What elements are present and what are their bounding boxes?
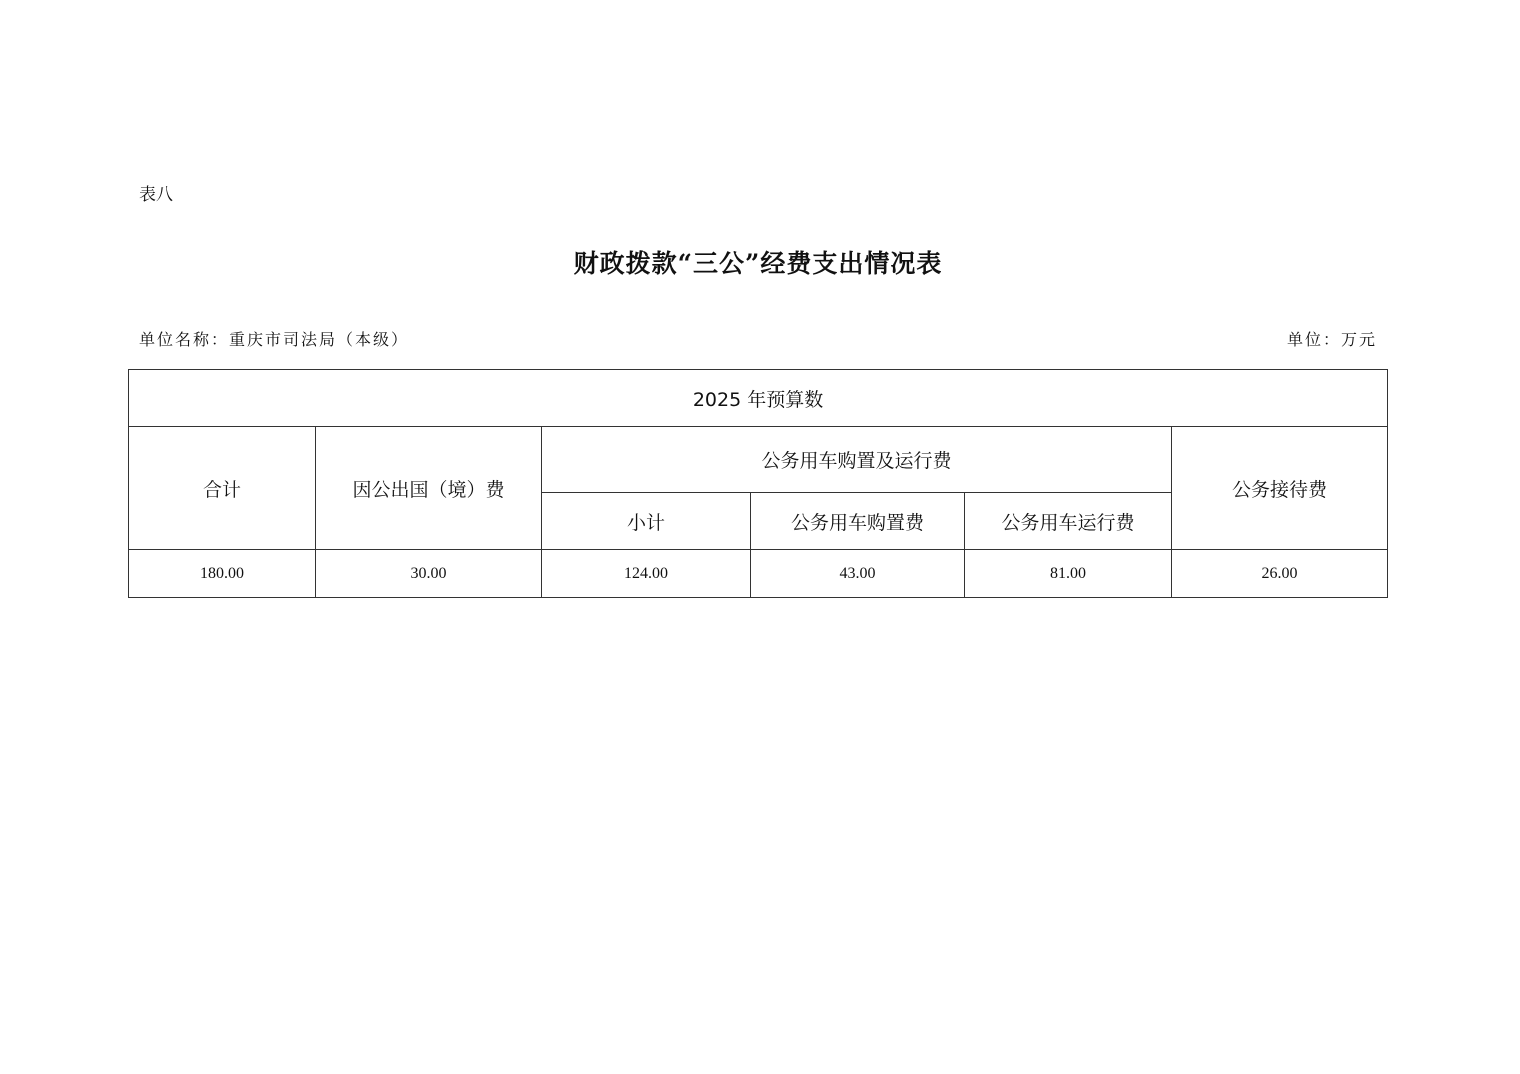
- value-vehicle-purchase: 43.00: [751, 550, 965, 598]
- value-total: 180.00: [129, 550, 316, 598]
- header-vehicle-subtotal: 小计: [542, 493, 751, 550]
- header-vehicle-group: 公务用车购置及运行费: [542, 427, 1172, 493]
- header-vehicle-operation: 公务用车运行费: [965, 493, 1172, 550]
- budget-year-header: 2025 年预算数: [129, 370, 1388, 427]
- table-header-row: [129, 370, 1388, 427]
- table-header-row: [129, 427, 1388, 493]
- unit-name: 单位名称：重庆市司法局（本级）: [139, 330, 410, 349]
- value-vehicle-subtotal: 124.00: [542, 550, 751, 598]
- value-vehicle-operation: 81.00: [965, 550, 1172, 598]
- header-vehicle-purchase: 公务用车购置费: [751, 493, 965, 550]
- currency-unit: 单位：万元: [1286, 330, 1377, 349]
- value-abroad: 30.00: [316, 550, 542, 598]
- header-reception: 公务接待费: [1172, 427, 1388, 550]
- header-total: 合计: [129, 427, 316, 550]
- document-title: 财政拨款“三公”经费支出情况表: [573, 249, 943, 278]
- table-row: [129, 550, 1388, 598]
- table-number: 表八: [139, 185, 173, 205]
- value-reception: 26.00: [1172, 550, 1388, 598]
- header-abroad: 因公出国（境）费: [316, 427, 542, 550]
- budget-table: [128, 369, 1388, 598]
